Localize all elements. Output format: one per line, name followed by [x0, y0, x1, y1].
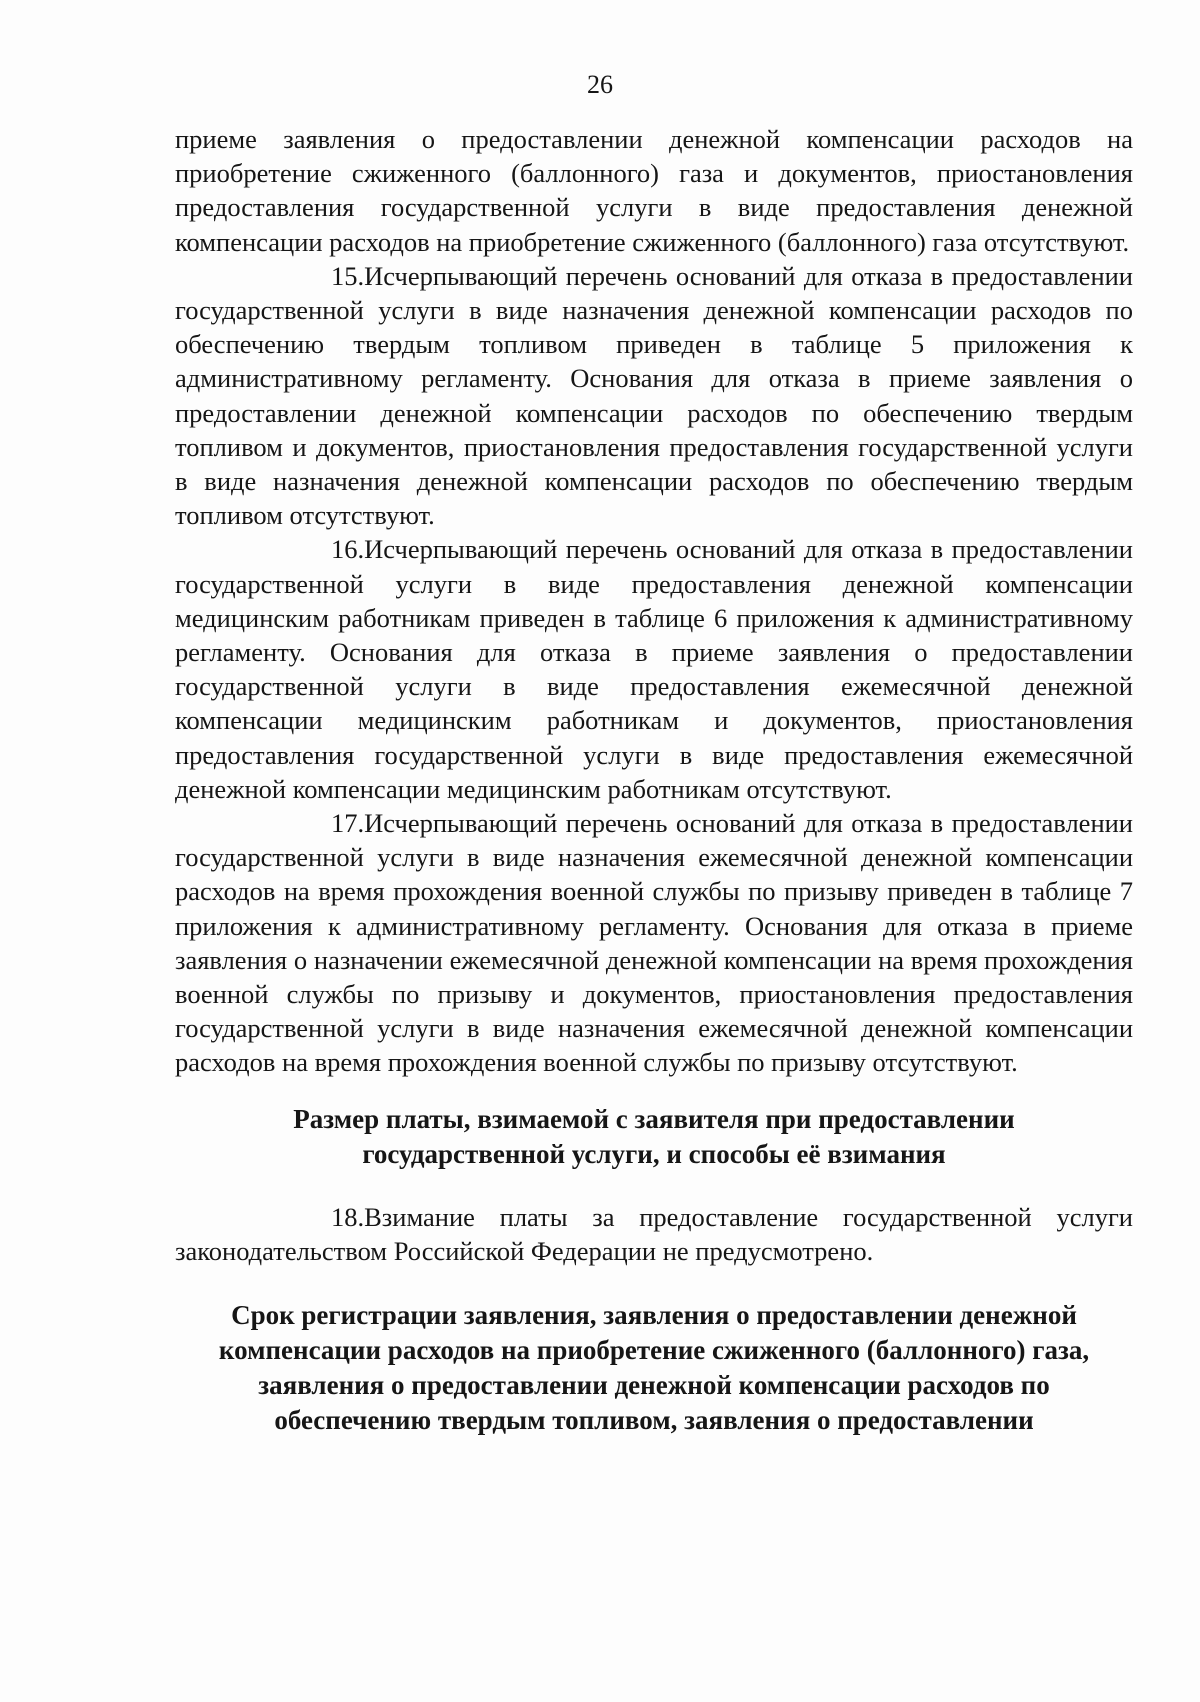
section-heading-registration-term	[175, 1298, 1133, 1438]
heading-line: государственной услуги, и способы её взимания	[362, 1138, 946, 1169]
heading-line: обеспечению твердым топливом, заявления о предоставлении	[274, 1405, 1034, 1436]
paragraph-16	[175, 532, 1133, 806]
heading-line: заявления о предоставлении денежной компенсации расходов по	[258, 1370, 1050, 1401]
heading-line: компенсации расходов на приобретение сжиженного (баллонного) газа,	[218, 1335, 1090, 1366]
paragraph-continuation	[175, 122, 1133, 259]
paragraph-text: приеме заявления о предоставлении денежной компенсации расходов на приобретение сжиженного (баллонного) газа и документов, приостановления предоставления государственной услуги в виде предоставления денежной компенсации расходов на приобретение сжиженного (баллонного) газа отсутствуют.	[175, 124, 1133, 257]
paragraph-15	[175, 259, 1133, 533]
paragraph-text: Исчерпывающий перечень оснований для отказа в предоставлении государственной услуги в виде назначения ежемесячной денежной компенсации расходов на время прохождения военной службы по призыву приведен в таблице 7 приложения к административному регламенту. Основания для отказа в приеме заявления о назначении ежемесячной денежной компенсации на время прохождения военной службы по призыву и документов, приостановления предоставления государственной услуги в виде назначения ежемесячной денежной компенсации расходов на время прохождения военной службы по призыву отсутствуют.	[175, 808, 1133, 1078]
paragraph-number: 16.	[331, 534, 365, 565]
paragraph-18	[175, 1200, 1133, 1268]
page-number: 26	[587, 70, 613, 99]
paragraph-text: Исчерпывающий перечень оснований для отказа в предоставлении государственной услуги в виде назначения денежной компенсации расходов по обеспечению твердым топливом приведен в таблице 5 приложения к административному регламенту. Основания для отказа в приеме заявления о предоставлении денежной компенсации расходов по обеспечению твердым топливом и документов, приостановления предоставления государственной услуги в виде назначения денежной компенсации расходов по обеспечению твердым топливом отсутствуют.	[175, 260, 1133, 531]
paragraph-number: 15.	[331, 260, 365, 291]
paragraph-number: 18.	[331, 1201, 365, 1232]
paragraph-number: 17.	[331, 808, 365, 839]
heading-line: Срок регистрации заявления, заявления о предоставлении денежной	[231, 1300, 1077, 1331]
document-body	[175, 122, 1133, 1438]
paragraph-text: Взимание платы за предоставление государственной услуги законодательством Российской Федерации не предусмотрено.	[175, 1201, 1133, 1266]
heading-line: Размер платы, взимаемой с заявителя при предоставлении	[293, 1103, 1015, 1134]
paragraph-17	[175, 806, 1133, 1080]
paragraph-text: Исчерпывающий перечень оснований для отказа в предоставлении государственной услуги в виде предоставления денежной компенсации медицинским работникам приведен в таблице 6 приложения к административному регламенту. Основания для отказа в приеме заявления о предоставлении государственной услуги в виде предоставления ежемесячной денежной компенсации медицинским работникам и документов, приостановления предоставления государственной услуги в виде предоставления ежемесячной денежной компенсации медицинским работникам отсутствуют.	[175, 534, 1133, 804]
section-heading-fee	[175, 1102, 1133, 1172]
